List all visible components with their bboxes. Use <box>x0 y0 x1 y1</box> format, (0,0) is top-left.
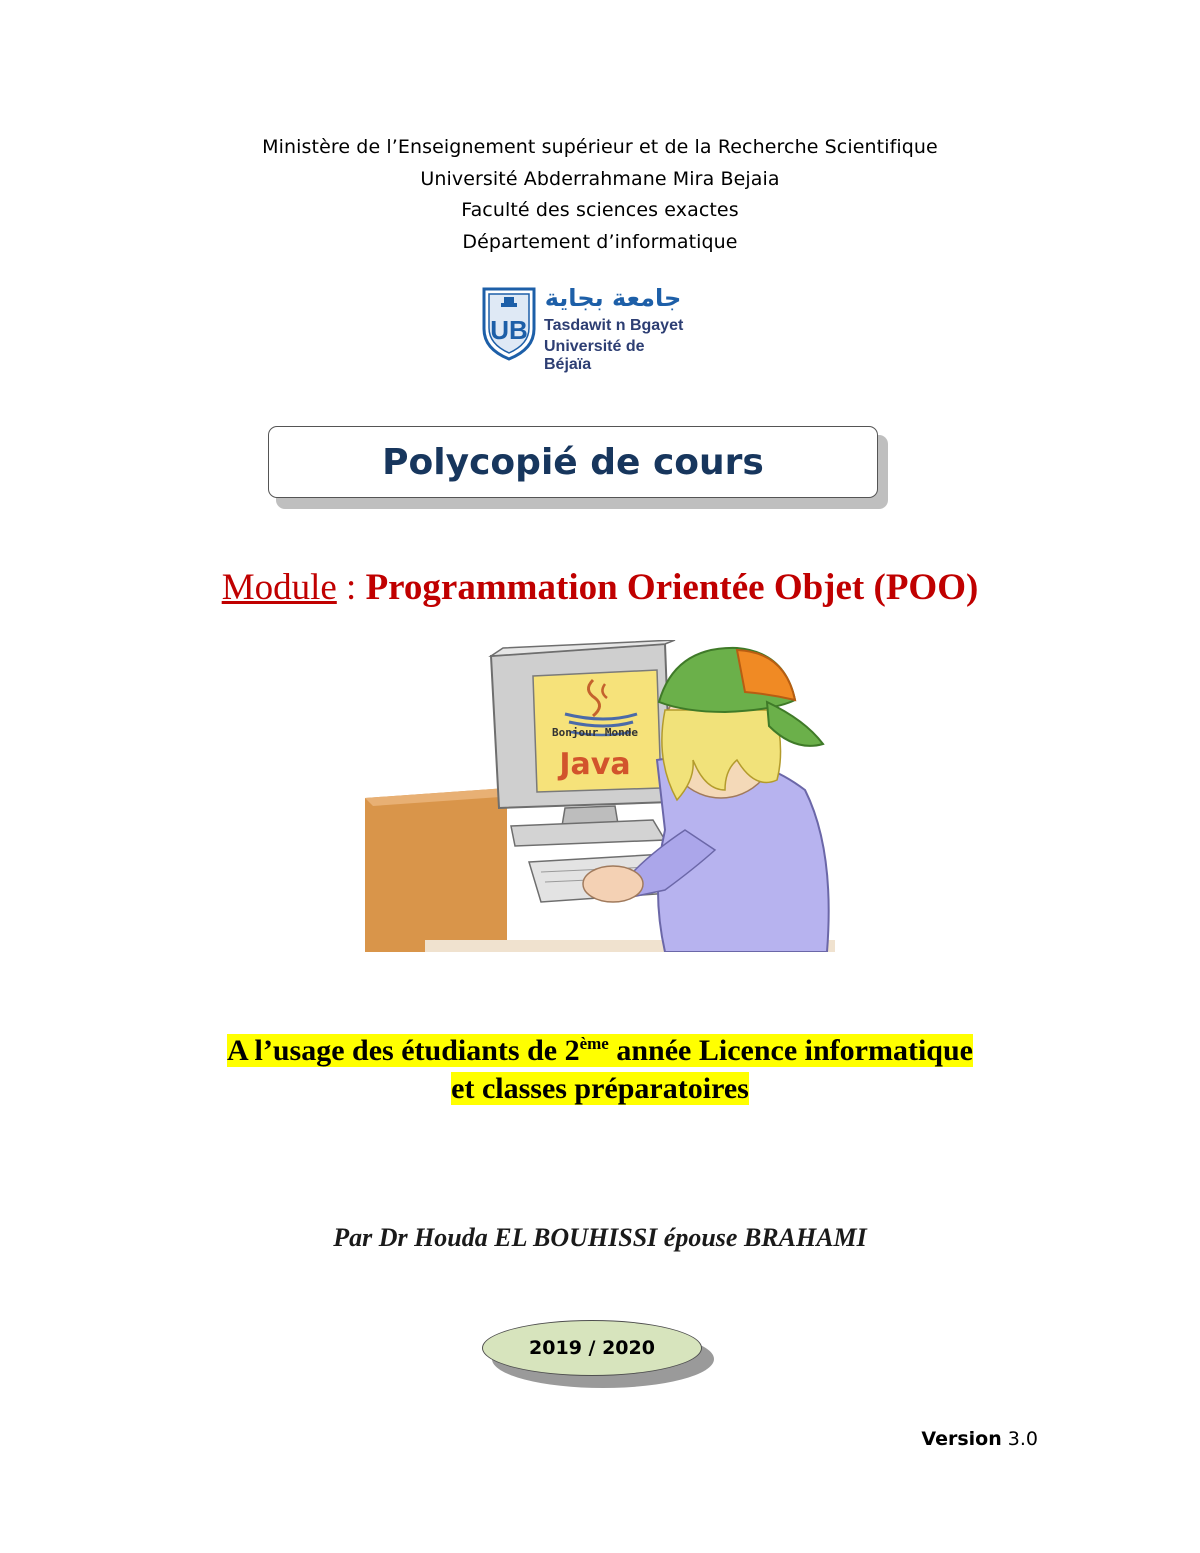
university-line: Université Abderrahmane Mira Bejaia <box>420 167 780 190</box>
version-info <box>921 1428 1038 1450</box>
audience-line1-prefix: A l’usage des étudiants de 2 <box>227 1034 580 1067</box>
university-logo <box>480 283 685 373</box>
year-badge <box>482 1320 702 1376</box>
logo-latin-line2: Université de Béjaïa <box>544 338 645 373</box>
module-label: Module <box>221 567 337 608</box>
module-line <box>0 566 1200 609</box>
logo-latin-line1: Tasdawit n Bgayet <box>544 317 684 334</box>
ministry-line: Ministère de l’Enseignement supérieur et de la Recherche Scientifique <box>262 136 938 158</box>
academic-year: 2019 / 2020 <box>529 1337 655 1359</box>
module-name: Programmation Orientée Objet (POO) <box>365 567 979 608</box>
title-box <box>268 426 878 498</box>
version-label: Version <box>921 1428 1002 1450</box>
audience-line1-suffix: année Licence informatique <box>608 1034 973 1067</box>
department-line: Département d’informatique <box>462 230 738 253</box>
shield-initials: UB <box>490 315 528 345</box>
screen-hello-text: Bonjour Monde <box>551 726 639 739</box>
university-shield-icon <box>480 283 538 361</box>
audience-line1 <box>227 1034 973 1067</box>
screen-java-text: Java <box>559 747 631 782</box>
audience-line2: et classes préparatoires <box>451 1072 749 1105</box>
institution-header <box>0 132 1200 258</box>
student-at-computer-icon <box>365 640 835 952</box>
audience-ordinal: ème <box>579 1034 609 1053</box>
module-separator: : <box>336 567 366 608</box>
author-line: Par Dr Houda EL BOUHISSI épouse BRAHAMI <box>333 1223 867 1252</box>
faculty-line: Faculté des sciences exactes <box>461 199 739 221</box>
logo-arabic-name: جامعة بجاية <box>544 284 682 312</box>
audience-block <box>0 1032 1200 1108</box>
version-number: 3.0 <box>1007 1428 1038 1450</box>
document-title: Polycopié de cours <box>382 441 764 483</box>
